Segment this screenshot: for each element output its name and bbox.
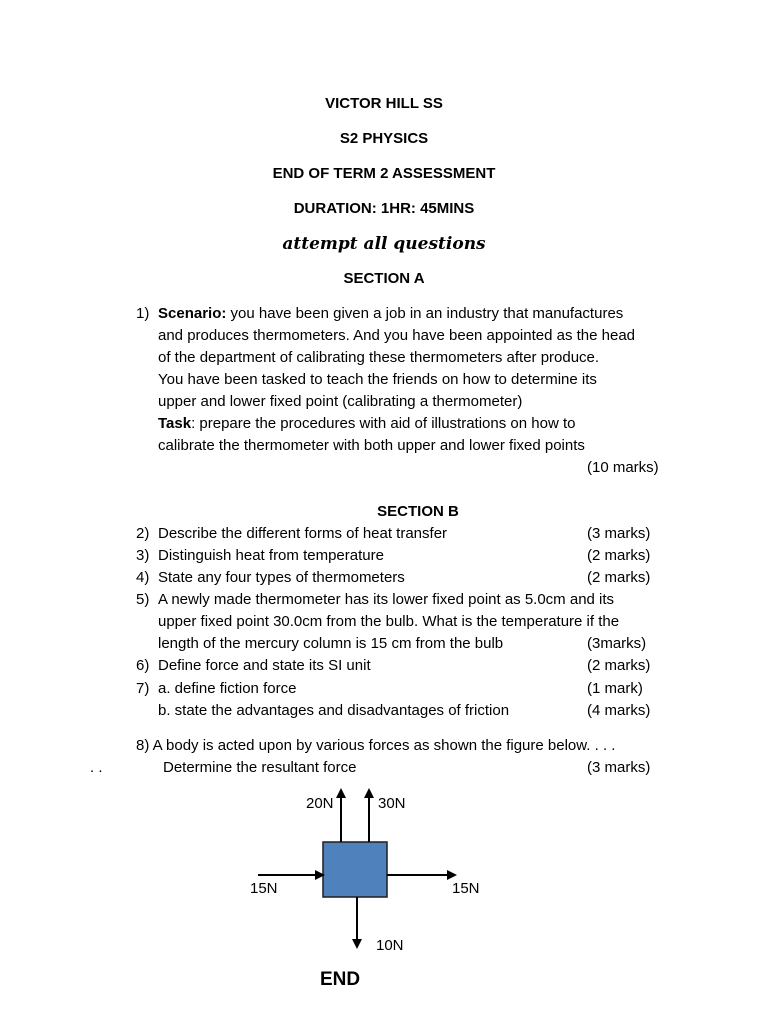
- task-line: [158, 413, 676, 435]
- question-marks: (1 mark): [587, 680, 643, 697]
- question-marks: (3 marks): [587, 525, 651, 542]
- question-1-marks: (10 marks): [587, 459, 659, 476]
- question-line: length of the mercury column is 15 cm from the bulb: [158, 635, 504, 652]
- section-b-title: SECTION B: [377, 503, 459, 520]
- question-2: [136, 523, 676, 545]
- question-number: 5): [136, 591, 150, 608]
- question-marks: (4 marks): [587, 702, 651, 719]
- question-number: 7): [136, 680, 150, 697]
- question-7: [136, 678, 676, 722]
- question-8-task: Determine the resultant force: [163, 759, 357, 776]
- instruction: attempt all questions: [282, 234, 486, 254]
- question-4: [136, 567, 676, 589]
- question-6: [136, 655, 676, 677]
- scenario-line: [158, 303, 676, 325]
- label-30n: 30N: [378, 795, 406, 812]
- question-1: [136, 303, 676, 457]
- question-3: [136, 545, 676, 567]
- label-20n: 20N: [306, 795, 334, 812]
- scenario-line: upper and lower fixed point (calibrating a thermometer): [158, 393, 523, 410]
- question-number: 2): [136, 525, 150, 542]
- section-a-title: SECTION A: [343, 270, 425, 287]
- question-number: 4): [136, 569, 150, 586]
- end-text: END: [320, 969, 361, 990]
- scenario-text: you have been given a job in an industry that manufactures: [226, 305, 624, 322]
- question-marks: (3marks): [587, 635, 647, 652]
- scenario-line: and produces thermometers. And you have been appointed as the head: [158, 327, 636, 344]
- question-marks: (2 marks): [587, 569, 651, 586]
- question-marks: (2 marks): [587, 657, 651, 674]
- label-15n-right: 15N: [452, 880, 480, 897]
- question-text: Describe the different forms of heat transfer: [158, 525, 448, 542]
- question-text: Define force and state its SI unit: [158, 657, 371, 674]
- scenario-line: You have been tasked to teach the friends on how to determine its: [158, 371, 597, 388]
- scenario-line: of the department of calibrating these thermometers after produce.: [158, 349, 600, 366]
- task-text: : prepare the procedures with aid of illustrations on how to: [191, 415, 576, 432]
- question-5: [136, 589, 676, 655]
- question-part-a: a. define fiction force: [158, 680, 297, 697]
- question-marks: (2 marks): [587, 547, 651, 564]
- exam-title: END OF TERM 2 ASSESSMENT: [272, 165, 496, 182]
- question-line: upper fixed point 30.0cm from the bulb. What is the temperature if the: [158, 613, 620, 630]
- question-text: State any four types of thermometers: [158, 569, 405, 586]
- label-15n-left: 15N: [250, 880, 278, 897]
- question-part-b: b. state the advantages and disadvantages of friction: [158, 702, 510, 719]
- question-text: Distinguish heat from temperature: [158, 547, 384, 564]
- task-label: Task: [158, 415, 192, 432]
- label-10n: 10N: [376, 937, 404, 954]
- question-8-marks: (3 marks): [587, 759, 651, 776]
- question-8-dots: . .: [90, 759, 103, 776]
- school-name: VICTOR HILL SS: [325, 95, 443, 112]
- question-number: 1): [136, 305, 150, 322]
- body-box: [323, 842, 387, 897]
- question-line: A newly made thermometer has its lower fixed point as 5.0cm and its: [158, 591, 615, 608]
- question-8-line: 8) A body is acted upon by various forces as shown the figure below. . . .: [136, 737, 616, 754]
- task-line: calibrate the thermometer with both upper and lower fixed points: [158, 437, 585, 454]
- duration: DURATION: 1HR: 45MINS: [293, 200, 475, 217]
- question-text: [158, 303, 676, 457]
- question-number: 6): [136, 657, 150, 674]
- subject-title: S2 PHYSICS: [339, 130, 429, 147]
- question-number: 3): [136, 547, 150, 564]
- scenario-label: Scenario:: [158, 305, 227, 322]
